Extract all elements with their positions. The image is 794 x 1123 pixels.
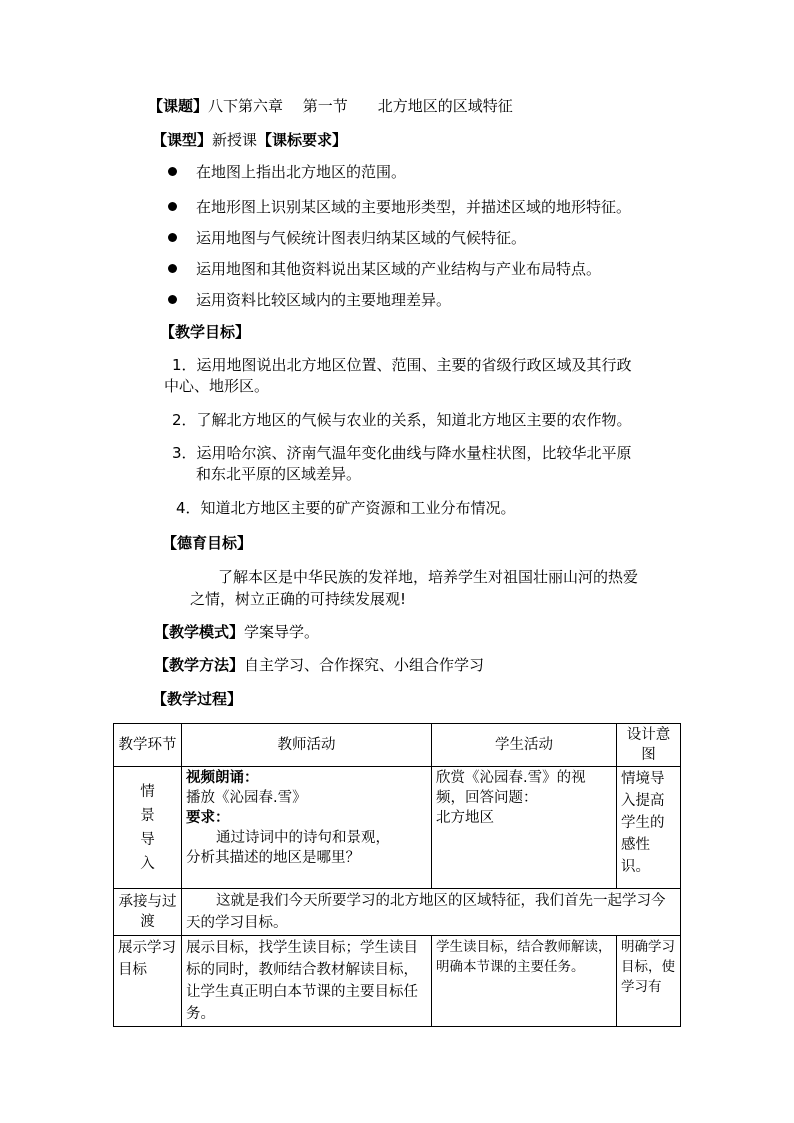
method-label: 【教学方法】 xyxy=(154,656,245,674)
bullet-icon xyxy=(168,167,177,176)
standard-item: 运用地图与气候统计图表归纳某区域的气候特征。 xyxy=(196,229,527,247)
table-row xyxy=(114,936,681,1027)
table-row xyxy=(114,767,681,889)
bullet-icon xyxy=(168,295,177,304)
header-teacher: 教师活动 xyxy=(182,724,432,767)
objective-item: 3．运用哈尔滨、济南气温年变化曲线与降水量柱状图，比较华北平原 xyxy=(172,444,632,462)
moral-text: 了解本区是中华民族的发祥地，培养学生对祖国壮丽山河的热爱 xyxy=(218,568,639,586)
standard-item: 在地形图上识别某区域的主要地形类型，并描述区域的地形特征。 xyxy=(196,198,632,216)
teacher-question-cont: 分析其描述的地区是哪里？ xyxy=(186,850,360,866)
bullet-icon xyxy=(168,233,177,242)
moral-label: 【德育目标】 xyxy=(162,534,253,552)
student-line: 频，回答问题： xyxy=(436,790,538,806)
row-transition: 这就是我们今天所要学习的北方地区的区域特征，我们首先一起学习今天的学习目标。 xyxy=(182,889,681,936)
bullet-icon xyxy=(168,264,177,273)
table-header-row xyxy=(114,724,681,767)
teacher-title: 视频朗诵： xyxy=(186,770,259,786)
row-student xyxy=(432,767,617,889)
row-stage: 展示学习目标 xyxy=(114,936,182,1027)
type-label: 【课型】 xyxy=(152,131,213,149)
teacher-question: 通过诗词中的诗句和景观， xyxy=(216,830,390,846)
objective-item-cont: 和东北平原的区域差异。 xyxy=(196,465,362,483)
student-line: 欣赏《沁园春.雪》的视 xyxy=(436,770,586,786)
method-line xyxy=(154,655,484,675)
mode-label: 【教学模式】 xyxy=(154,623,245,641)
objectives-label: 【教学目标】 xyxy=(160,323,251,341)
mode-value: 学案导学。 xyxy=(244,623,320,641)
teacher-line: 播放《沁园春.雪》 xyxy=(186,790,307,806)
type-line xyxy=(152,130,347,150)
topic-line xyxy=(148,96,513,116)
row-stage: 情景导入 xyxy=(114,767,182,889)
bullet-icon xyxy=(168,202,177,211)
header-intent: 设计意图 xyxy=(617,724,681,767)
mode-line xyxy=(154,622,319,642)
objective-item: 1．运用地图说出北方地区位置、范围、主要的省级行政区域及其行政 xyxy=(172,356,632,374)
objective-item-cont: 中心、地形区。 xyxy=(164,377,270,395)
process-table xyxy=(113,723,681,1027)
table-row xyxy=(114,889,681,936)
row-teacher xyxy=(182,767,432,889)
header-student: 学生活动 xyxy=(432,724,617,767)
row-intent: 明确学习目标，使学习有 xyxy=(617,936,681,1027)
method-value: 自主学习、合作探究、小组合作学习 xyxy=(244,656,485,674)
student-answer: 北方地区 xyxy=(436,810,494,826)
row-teacher: 展示目标，找学生读目标；学生读目标的同时，教师结合教材解读目标，让学生真正明白本节课的主要目标任务。 xyxy=(182,936,432,1027)
objective-item: 2．了解北方地区的气候与农业的关系，知道北方地区主要的农作物。 xyxy=(172,411,632,429)
type-value: 新授课 xyxy=(212,131,258,149)
process-label: 【教学过程】 xyxy=(152,690,243,708)
header-stage: 教学环节 xyxy=(114,724,182,767)
row-student: 学生读目标，结合教师解读，明确本节课的主要任务。 xyxy=(432,936,617,1027)
standard-item: 运用地图和其他资料说出某区域的产业结构与产业布局特点。 xyxy=(196,260,602,278)
row-intent: 情境导入提高学生的感性识。 xyxy=(617,767,681,889)
standard-label: 【课标要求】 xyxy=(257,131,348,149)
objective-item: 4．知道北方地区主要的矿产资源和工业分布情况。 xyxy=(176,499,516,517)
topic-label: 【课题】 xyxy=(148,97,209,115)
standard-item: 在地图上指出北方地区的范围。 xyxy=(196,163,407,181)
row-stage: 承接与过渡 xyxy=(114,889,182,936)
moral-text-cont: 之情，树立正确的可持续发展观! xyxy=(190,590,407,608)
topic-value: 八下第六章 第一节 北方地区的区域特征 xyxy=(208,97,513,115)
standard-item: 运用资料比较区域内的主要地理差异。 xyxy=(196,291,452,309)
teacher-req: 要求： xyxy=(186,810,230,826)
